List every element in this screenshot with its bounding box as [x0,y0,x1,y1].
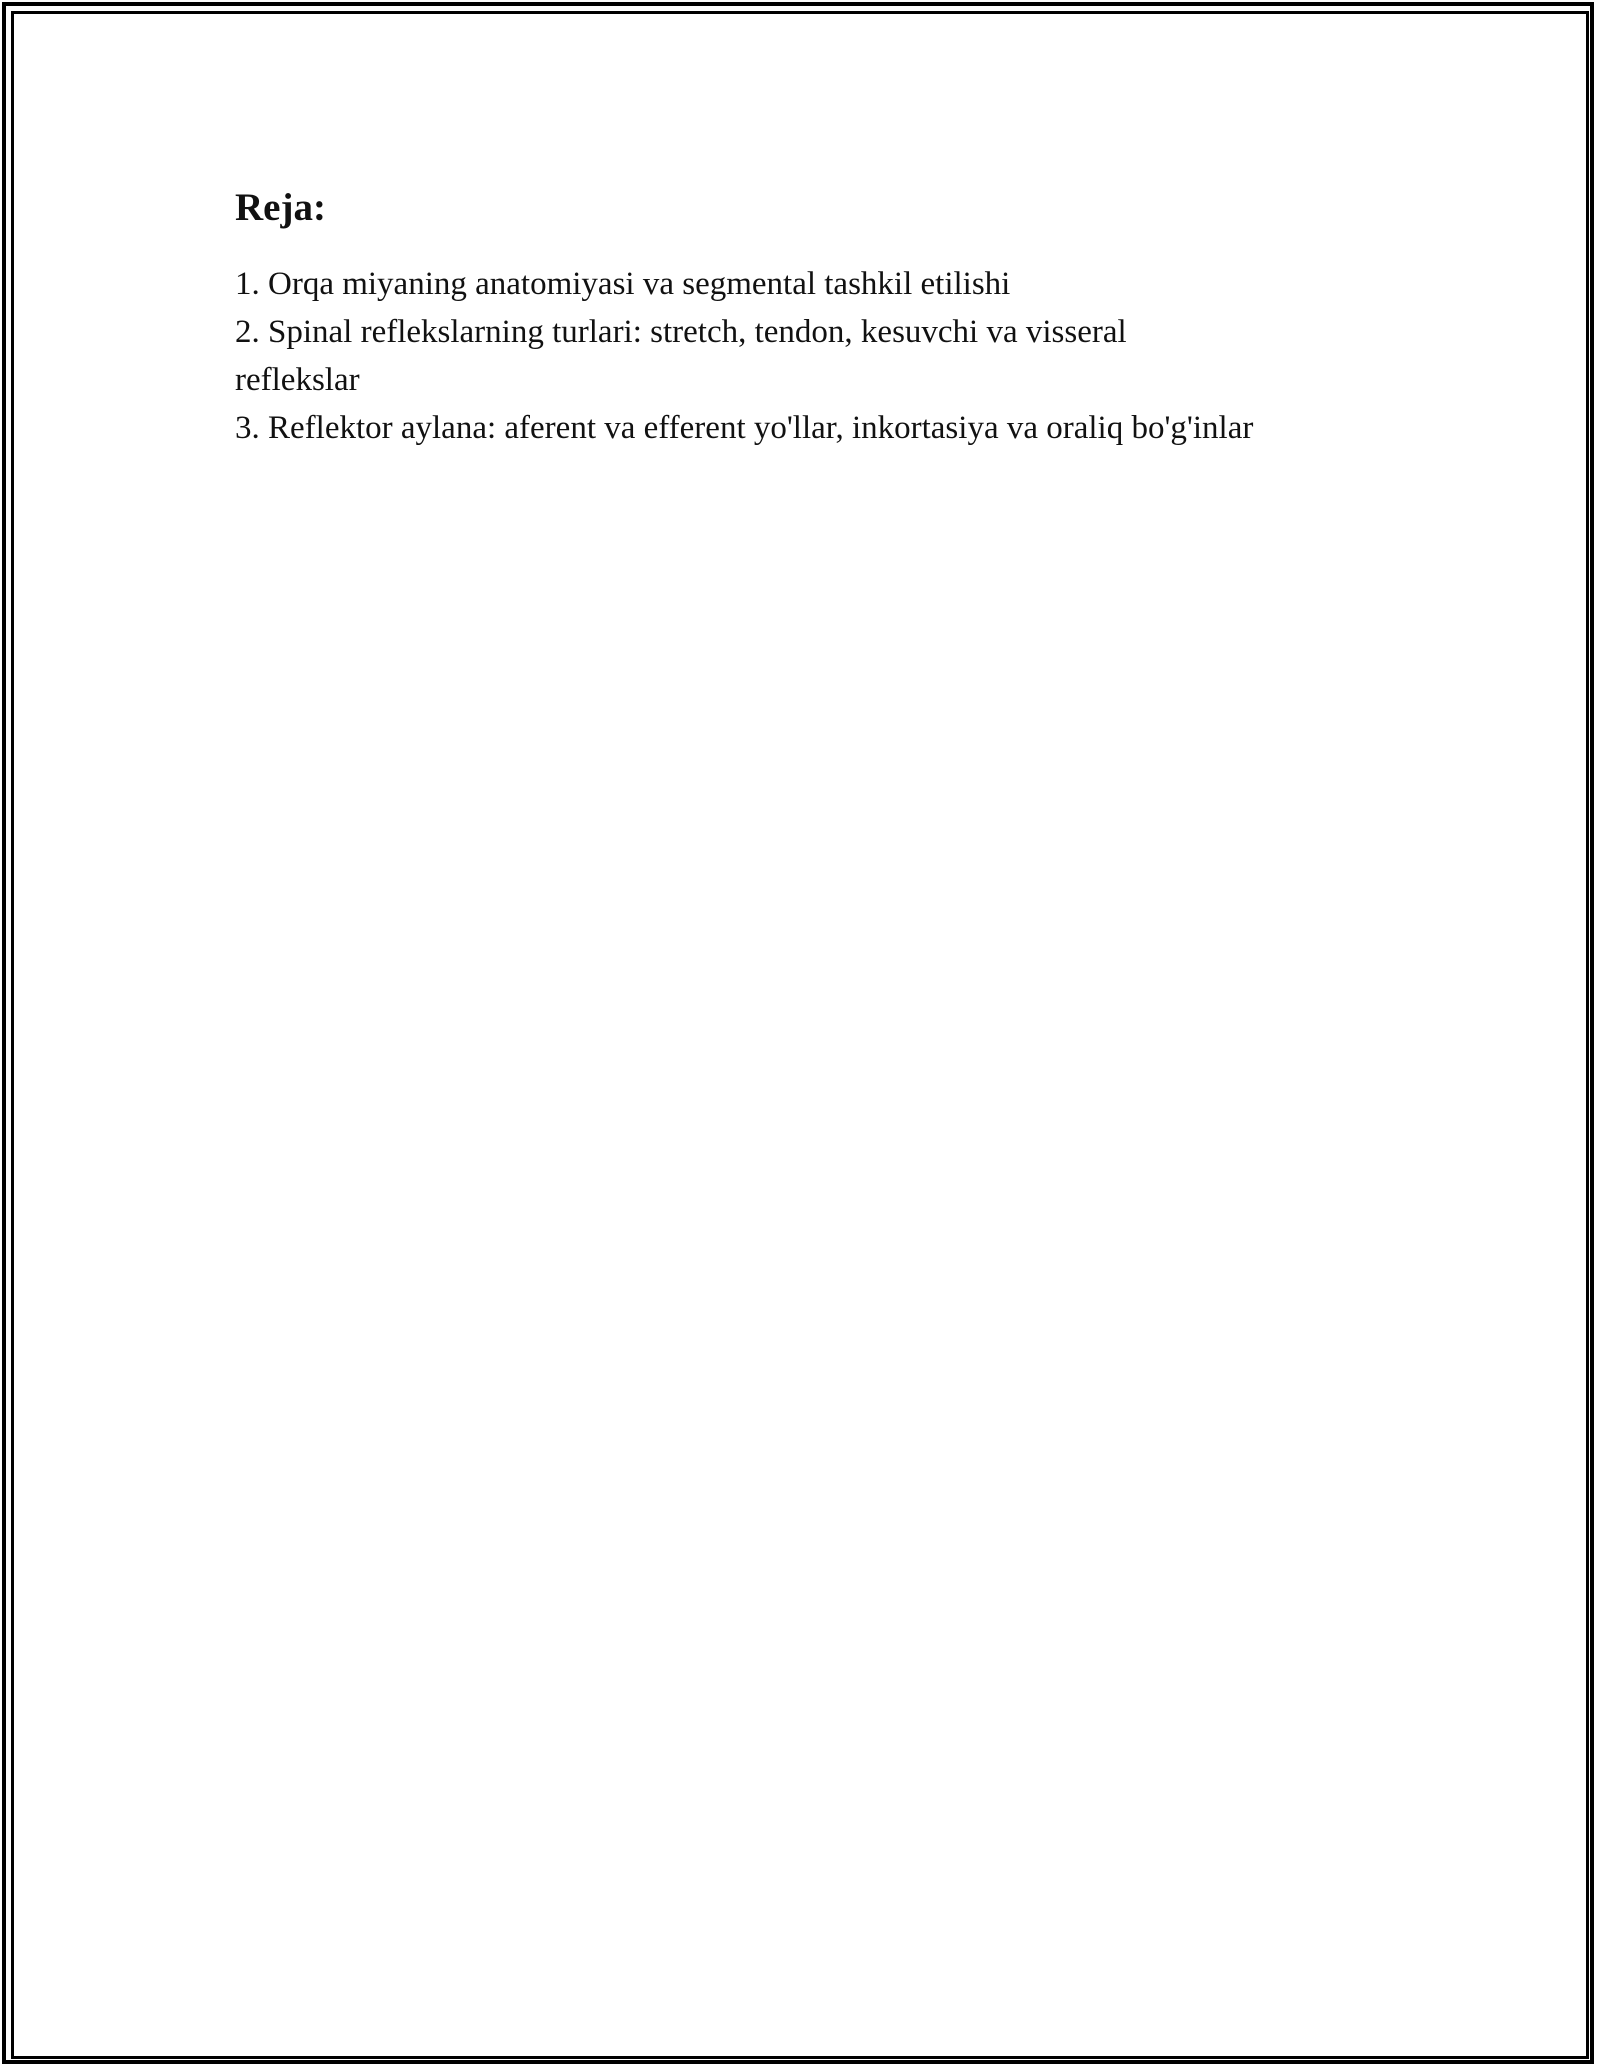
page-content [235,185,1255,452]
plan-list [235,260,1255,452]
plan-title: Reja: [235,186,326,229]
plan-item-3: 3. Reflektor aylana: aferent va efferent yo'llar, inkortasiya va oraliq bo'g'inlar [235,409,1254,446]
plan-item-1: 1. Orqa miyaning anatomiyasi va segmental tashkil etilishi [235,265,1011,302]
plan-item-2: 2. Spinal reflekslarning turlari: stretch, tendon, kesuvchi va visseral reflekslar [235,313,1127,398]
